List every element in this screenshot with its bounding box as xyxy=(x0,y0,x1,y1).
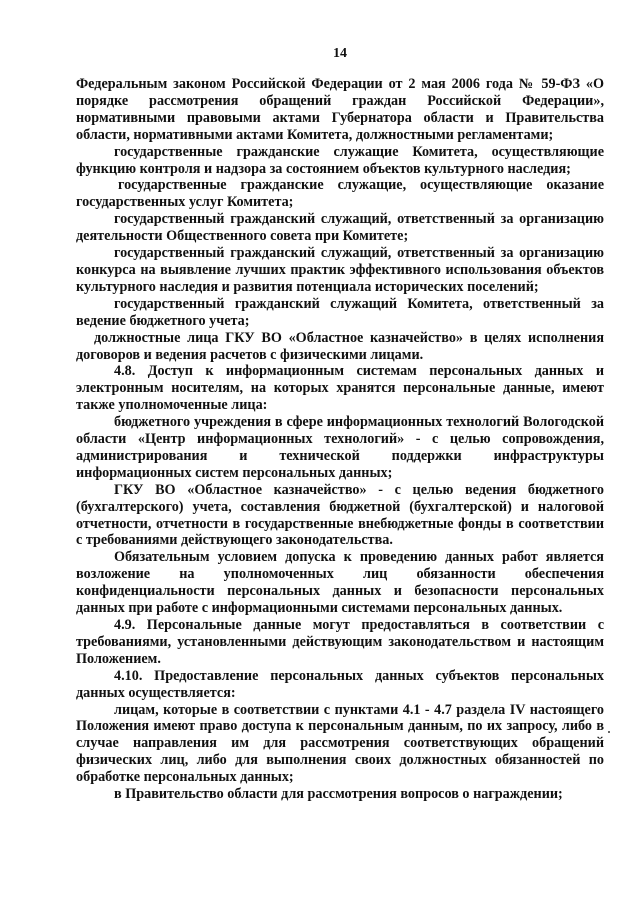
paragraph-treasury-officials: должностные лица ГКУ ВО «Областное казначейство» в целях исполнения договоров и ведения расчетов с физическими лицами. xyxy=(76,329,604,363)
paragraph-treasury-accounting: ГКУ ВО «Областное казначейство» - с целью ведения бюджетного (бухгалтерского) учета, составления бюджетной (бухгалтерской) и налоговой отчетности, отчетности в государственные внебюджетные фонды в соответствии с требованиями действующего законодательства. xyxy=(76,481,604,549)
paragraph-confidentiality-condition: Обязательным условием допуска к проведению данных работ является возложение на уполномоченных лиц обязанности обеспечения конфиденциальности персональных данных и безопасности персональных данных при работе с информационными системами персональных данных. xyxy=(76,549,604,617)
paragraph-contest-staff: государственный гражданский служащий, ответственный за организацию конкурса на выявление лучших практик эффективного использования объектов культурного наследия и развития потенциала исторических поселений; xyxy=(76,245,604,295)
paragraph-budget-staff: государственный гражданский служащий Комитета, ответственный за ведение бюджетного учета; xyxy=(76,295,604,329)
paragraph-section-4-10: 4.10. Предоставление персональных данных субъектов персональных данных осуществляется: xyxy=(76,667,604,701)
body-text xyxy=(76,76,604,803)
paragraph-section-4-9: 4.9. Персональные данные могут предоставляться в соответствии с требованиями, установленными действующим законодательством и настоящим Положением. xyxy=(76,617,604,667)
page-number: 14 xyxy=(333,46,347,61)
paragraph-it-center: бюджетного учреждения в сфере информационных технологий Вологодской области «Центр информационных технологий» - с целью сопровождения, администрирования и технической поддержки инфраструктуры информационных систем персональных данных; xyxy=(76,414,604,481)
paragraph-authorized-persons: лицам, которые в соответствии с пунктами 4.1 - 4.7 раздела IV настоящего Положения имеют право доступа к персональным данным, по их запросу, либо в случае направления им для рассмотрения соответствующих обращений физических лиц, либо для выполнения своих должностных обязанностей по обработке персональных данных; xyxy=(76,701,604,786)
paragraph-law-reference: Федеральным законом Российской Федерации от 2 мая 2006 года № 59-ФЗ «О порядке рассмотрения обращений граждан Российской Федерации», нормативными правовыми актами Губернатора области и Правительства области, нормативными актами Комитета, должностными регламентами; xyxy=(76,76,604,143)
paragraph-inspection-staff: государственные гражданские служащие Комитета, осуществляющие функцию контроля и надзора за состоянием объектов культурного наследия; xyxy=(76,143,604,177)
paragraph-section-4-8: 4.8. Доступ к информационным системам персональных данных и электронным носителям, на которых хранятся персональные данные, имеют также уполномоченные лица: xyxy=(76,363,604,414)
paragraph-services-staff: государственные гражданские служащие, осуществляющие оказание государственных услуг Комитета; xyxy=(76,177,604,211)
paragraph-public-council-staff: государственный гражданский служащий, ответственный за организацию деятельности Общественного совета при Комитете; xyxy=(76,211,604,245)
paragraph-government-awards: в Правительство области для рассмотрения вопросов о награждении; xyxy=(114,786,563,803)
scan-speck xyxy=(608,731,610,733)
